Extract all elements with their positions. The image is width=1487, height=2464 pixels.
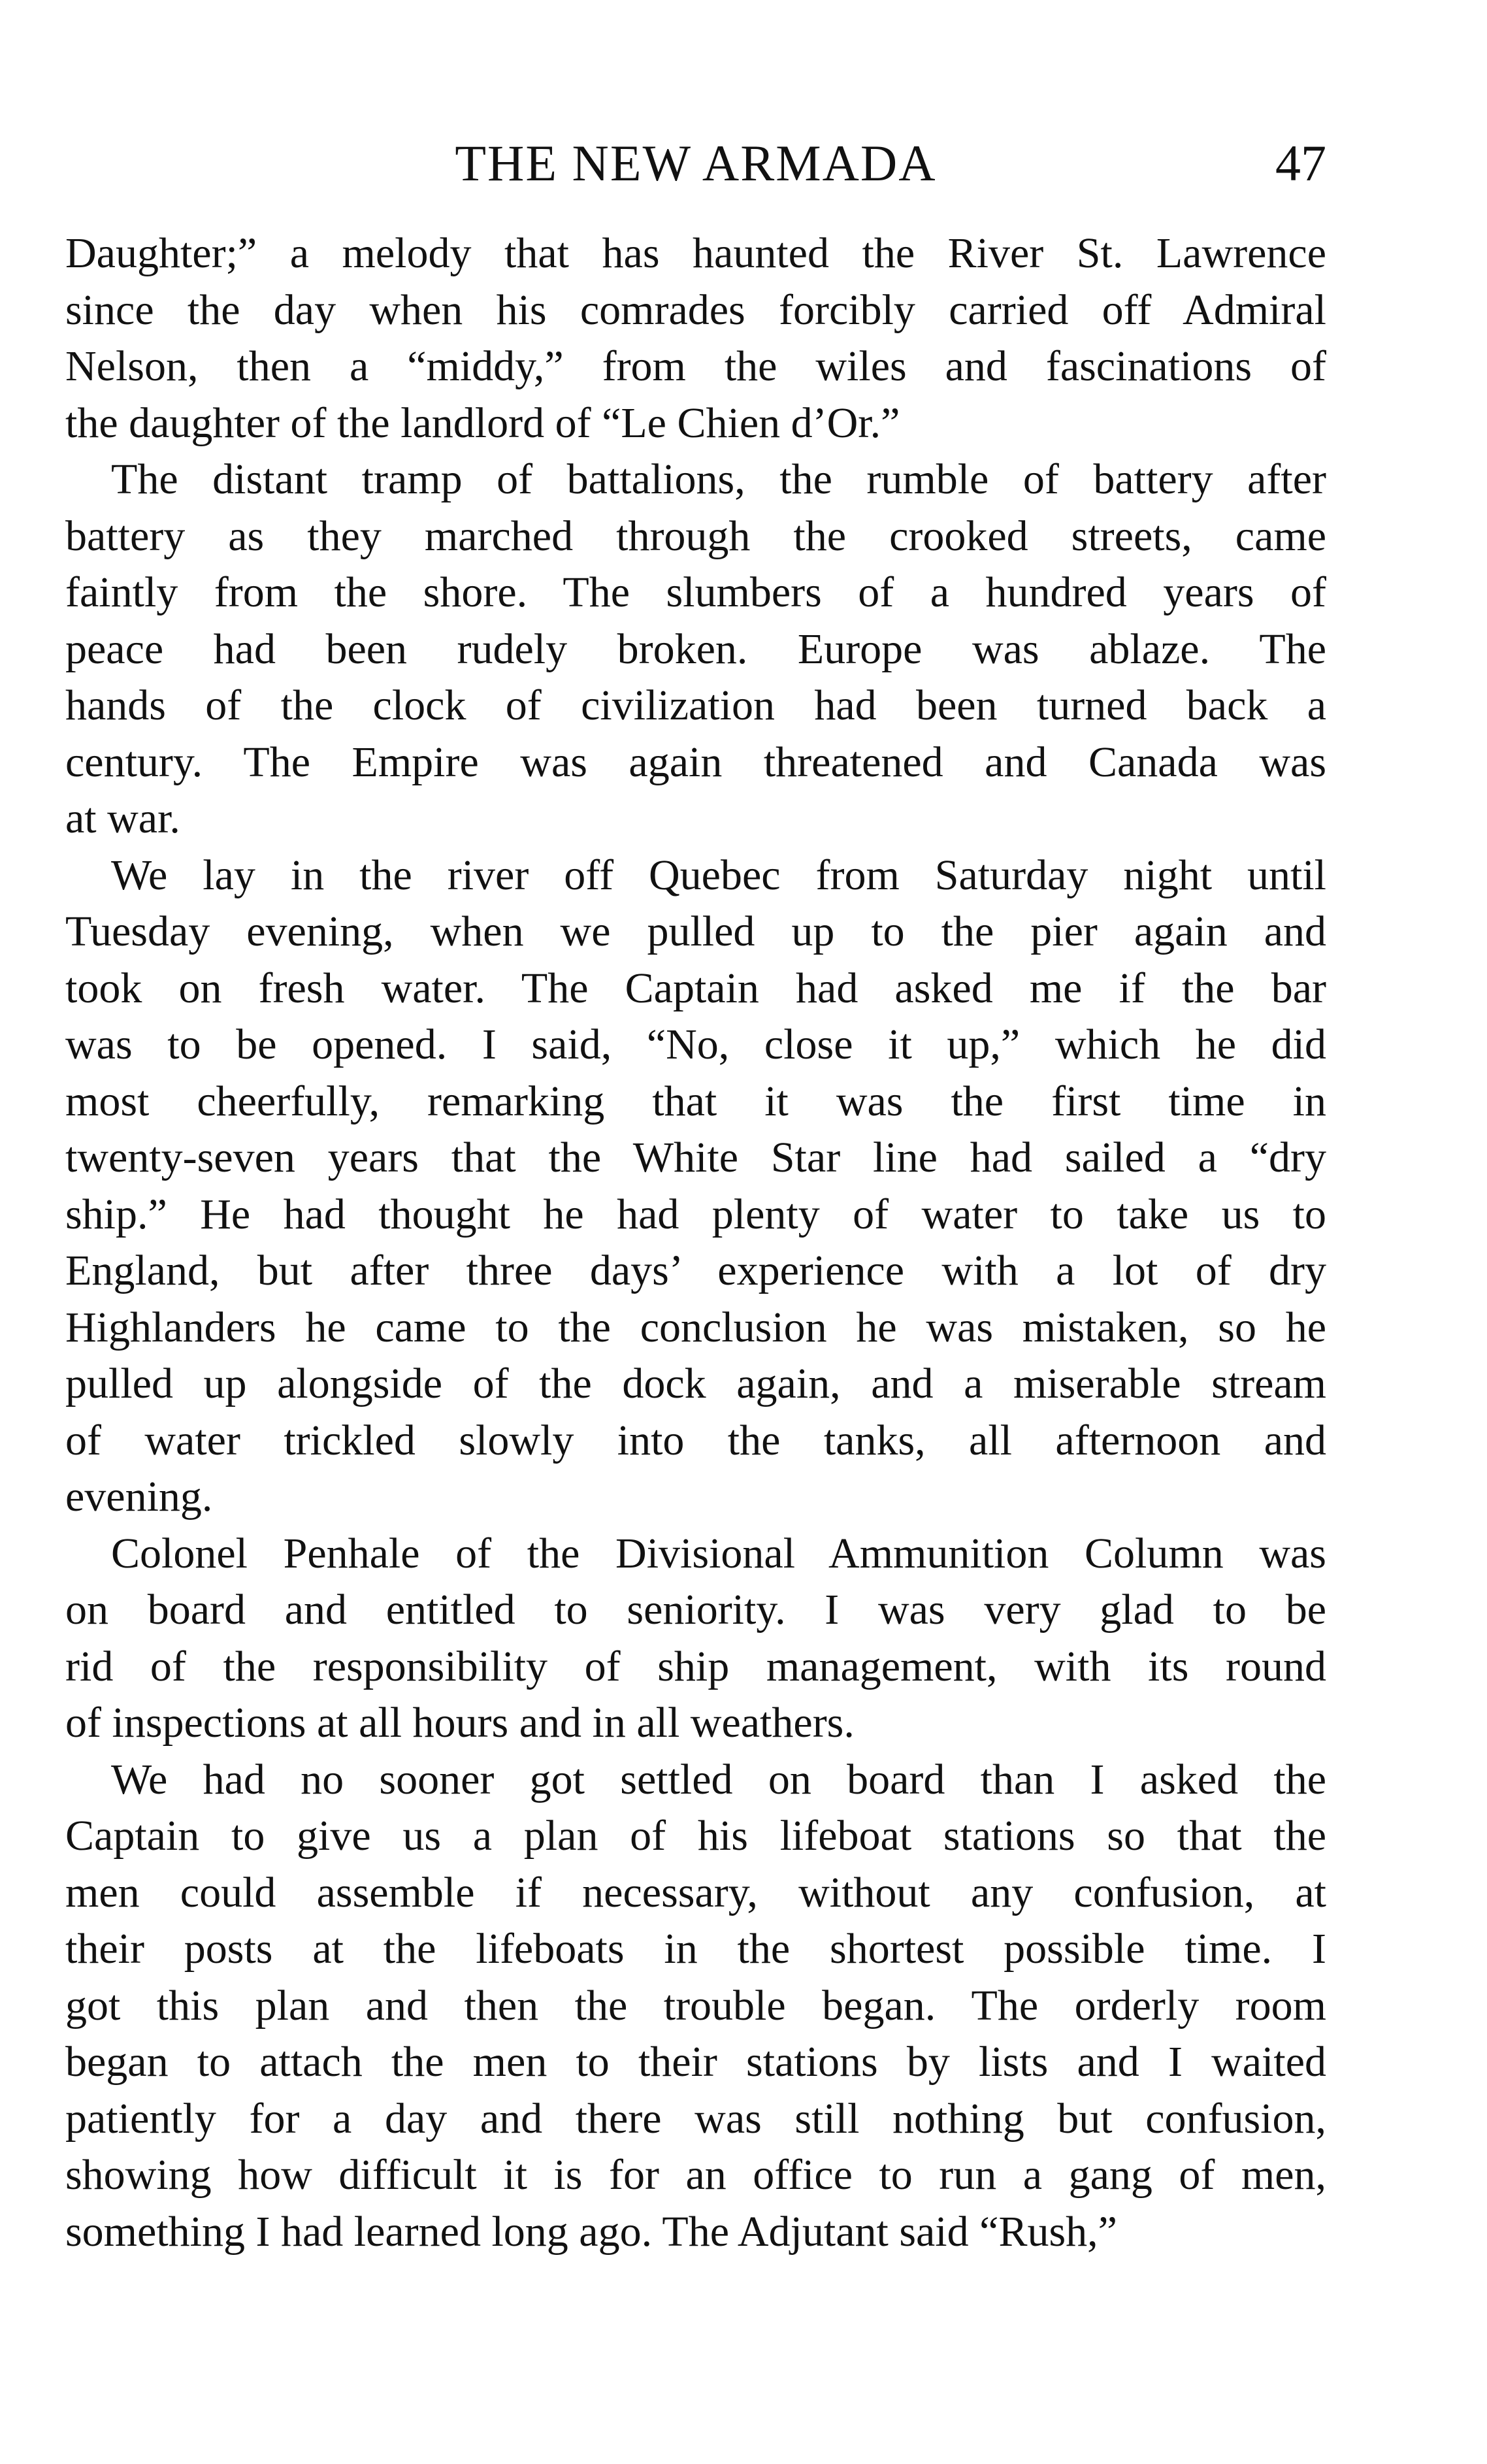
text-line: most cheerfully, remarking that it was the first time in	[65, 1077, 1326, 1125]
text-line: the daughter of the landlord of “Le Chien d’Or.”	[65, 399, 900, 447]
body-text	[65, 225, 1326, 2260]
text-line: men could assemble if necessary, without any confusion, at	[65, 1868, 1326, 1916]
text-line: Tuesday evening, when we pulled up to the pier again and	[65, 908, 1326, 955]
text-line: faintly from the shore. The slumbers of a hundred years of	[65, 568, 1326, 616]
text-line: their posts at the lifeboats in the shortest possible time. I	[65, 1925, 1326, 1973]
running-title: THE NEW ARMADA	[455, 135, 937, 191]
text-line: battery as they marched through the crooked streets, came	[65, 512, 1326, 560]
text-line: Captain to give us a plan of his lifeboat stations so that the	[65, 1812, 1326, 1860]
text-line: Colonel Penhale of the Divisional Ammunition Column was	[111, 1529, 1326, 1577]
paragraph	[65, 847, 1326, 1526]
text-line: patiently for a day and there was still nothing but confusion,	[65, 2094, 1326, 2143]
text-line: got this plan and then the trouble began. The orderly room	[65, 1981, 1326, 2029]
text-line: at war.	[65, 795, 180, 842]
text-line: pulled up alongside of the dock again, and a miserable stream	[65, 1360, 1326, 1407]
text-line: We lay in the river off Quebec from Saturday night until	[111, 851, 1326, 899]
text-line: something I had learned long ago. The Adjutant said “Rush,”	[65, 2207, 1117, 2256]
paragraph	[65, 1752, 1326, 2261]
text-line: showing how difficult it is for an office to run a gang of men,	[65, 2151, 1326, 2199]
paragraph	[65, 225, 1326, 452]
text-line: on board and entitled to seniority. I was very glad to be	[65, 1586, 1326, 1634]
page-number: 47	[1275, 135, 1326, 191]
text-line: Nelson, then a “middy,” from the wiles and fascinations of	[65, 342, 1326, 390]
text-line: ship.” He had thought he had plenty of water to take us to	[65, 1190, 1326, 1238]
text-line: The distant tramp of battalions, the rumble of battery after	[111, 455, 1326, 503]
paragraph	[65, 452, 1326, 847]
text-line: peace had been rudely broken. Europe was ablaze. The	[65, 625, 1326, 673]
running-head	[65, 127, 1326, 199]
text-line: was to be opened. I said, “No, close it up,” which he did	[65, 1021, 1326, 1068]
text-line: hands of the clock of civilization had been turned back a	[65, 682, 1326, 729]
text-line: rid of the responsibility of ship management, with its round	[65, 1642, 1326, 1690]
text-line: took on fresh water. The Captain had asked me if the bar	[65, 964, 1326, 1012]
text-line: Highlanders he came to the conclusion he was mistaken, so he	[65, 1303, 1326, 1351]
text-line: of inspections at all hours and in all weathers.	[65, 1699, 855, 1747]
text-line: We had no sooner got settled on board than I asked the	[111, 1755, 1326, 1803]
text-line: evening.	[65, 1473, 213, 1520]
text-line: began to attach the men to their stations by lists and I waited	[65, 2038, 1326, 2086]
paragraph	[65, 1526, 1326, 1752]
text-line: since the day when his comrades forcibly carried off Admiral	[65, 286, 1326, 334]
text-line: of water trickled slowly into the tanks, all afternoon and	[65, 1416, 1326, 1464]
text-line: twenty-seven years that the White Star line had sailed a “dry	[65, 1134, 1326, 1181]
text-line: Daughter;” a melody that has haunted the River St. Lawrence	[65, 229, 1326, 277]
text-line: England, but after three days’ experience with a lot of dry	[65, 1247, 1326, 1294]
text-line: century. The Empire was again threatened and Canada was	[65, 738, 1326, 786]
